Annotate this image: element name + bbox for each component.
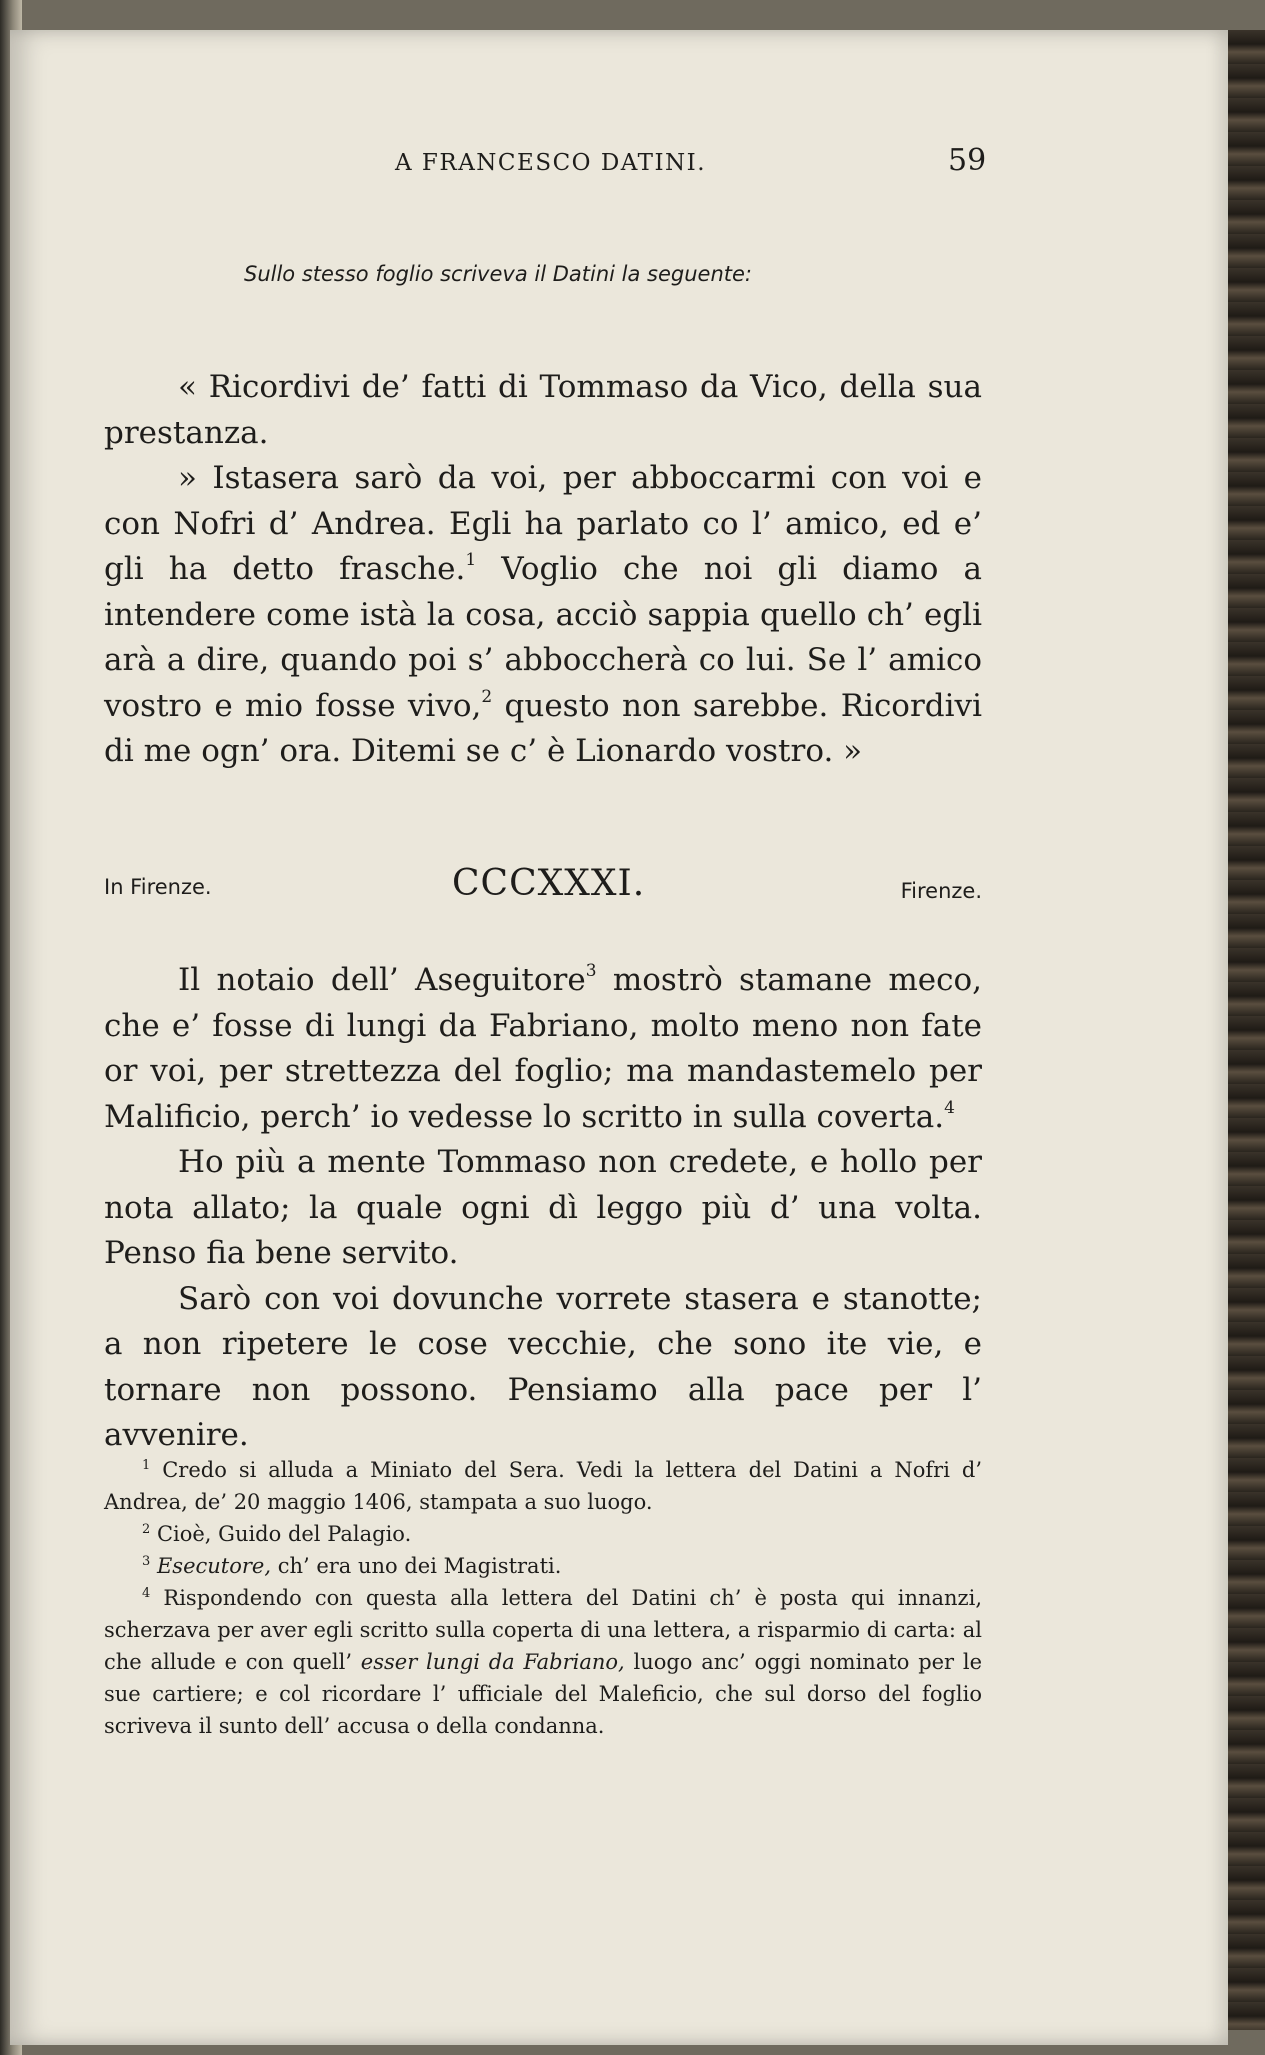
footnote-ref-2: 2 xyxy=(481,686,493,707)
footnote-3 xyxy=(104,1550,982,1582)
place-sender: In Firenze. xyxy=(104,875,212,899)
letter-a-p2-text-c: questo non sarebbe. Ricordivi di me ogn’ ora. Ditemi se c’ è Lionardo vostro. » xyxy=(104,687,982,769)
place-recipient: Firenze. xyxy=(900,879,982,903)
letter-b-paragraph-2: Ho più a mente Tommaso non credete, e hollo per nota allato; la quale ogni dì leggo più d’ una volta. Penso fia bene servito. xyxy=(104,1144,982,1271)
letter-a-paragraph-1: « Ricordivi de’ fatti di Tommaso da Vico, della sua prestanza. xyxy=(104,369,982,451)
footnote-3-mark: 3 xyxy=(142,1554,151,1569)
footnote-4-mark: 4 xyxy=(142,1586,151,1601)
letter-a-p2-text-b: Voglio che noi gli diamo a intendere come istà la cosa, acciò sappia quello ch’ egli arà a dire, quando poi s’ abboccherà co lui. Se l’ amico vostro e mio fosse vivo, xyxy=(104,551,982,724)
running-head: A FRANCESCO DATINI. xyxy=(395,150,707,176)
footnote-1-mark: 1 xyxy=(142,1458,151,1473)
letter-a-paragraph-2 xyxy=(104,456,982,775)
letter-b-paragraph-1 xyxy=(104,958,982,1140)
footnote-ref-4: 4 xyxy=(944,1097,955,1118)
footnote-3-text: ch’ era uno dei Magistrati. xyxy=(271,1554,562,1578)
footnote-2-mark: 2 xyxy=(142,1522,151,1537)
footnote-ref-3: 3 xyxy=(585,961,597,981)
letter-header xyxy=(104,863,982,923)
book-page xyxy=(10,30,1228,2045)
page-number: 59 xyxy=(948,143,987,178)
footnote-4-text-a: Rispondendo con questa alla lettera del Datini ch’ è posta qui innanzi, scherzava per aver egli scritto sulla coperta di una lettera, a risparmio di carta: al che allude e con quell’ xyxy=(104,1586,982,1674)
footnote-2-text: Cioè, Guido del Palagio. xyxy=(150,1522,412,1546)
footnote-4-quote: esser lungi da Fabriano, xyxy=(352,1650,625,1674)
footnote-4 xyxy=(104,1582,982,1742)
letter-number: CCCXXXI. xyxy=(452,863,646,904)
footnotes xyxy=(104,1454,982,1742)
footnote-1-text: Credo si alluda a Miniato del Sera. Vedi la lettera del Datini a Nofri d’ Andrea, de’ 20 maggio 1406, stampata a suo luogo. xyxy=(104,1458,982,1514)
letter-b-body xyxy=(104,958,982,1459)
letter-b-paragraph-3: Sarò con voi dovunche vorrete stasera e stanotte; a non ripetere le cose vecchie, che sono ite vie, e tornare non possono. Pensiamo alla pace per l’ avvenire. xyxy=(104,1280,982,1453)
footnote-2 xyxy=(104,1518,982,1550)
letter-a-body xyxy=(104,365,982,775)
intro-line: Sullo stesso foglio scriveva il Datini la seguente: xyxy=(244,262,752,286)
letter-a-p2-text-a: » Istasera sarò da voi, per abboccarmi con voi e con Nofri d’ Andrea. Egli ha parlato co l’ amico, ed e’ gli ha detto frasche. xyxy=(104,460,982,587)
footnote-4-text-b: luogo anc’ oggi nominato per le sue cartiere; e col ricordare l’ ufficiale del Maleficio, che sul dorso del foglio scriveva il sunto dell’ accusa o della condanna. xyxy=(104,1650,983,1738)
footnote-ref-1: 1 xyxy=(465,550,477,570)
letter-b-p1-text-a: Il notaio dell’ Aseguitore xyxy=(178,962,586,998)
letter-b-p1-text-b: mostrò stamane meco, che e’ fosse di lungi da Fabriano, molto meno non fate or voi, per strettezza del foglio; ma mandastemelo per Malificio, perch’ io vedesse lo scritto in sulla coverta. xyxy=(104,962,982,1135)
footnote-3-term: Esecutore, xyxy=(150,1554,272,1578)
footnote-1 xyxy=(104,1454,982,1518)
